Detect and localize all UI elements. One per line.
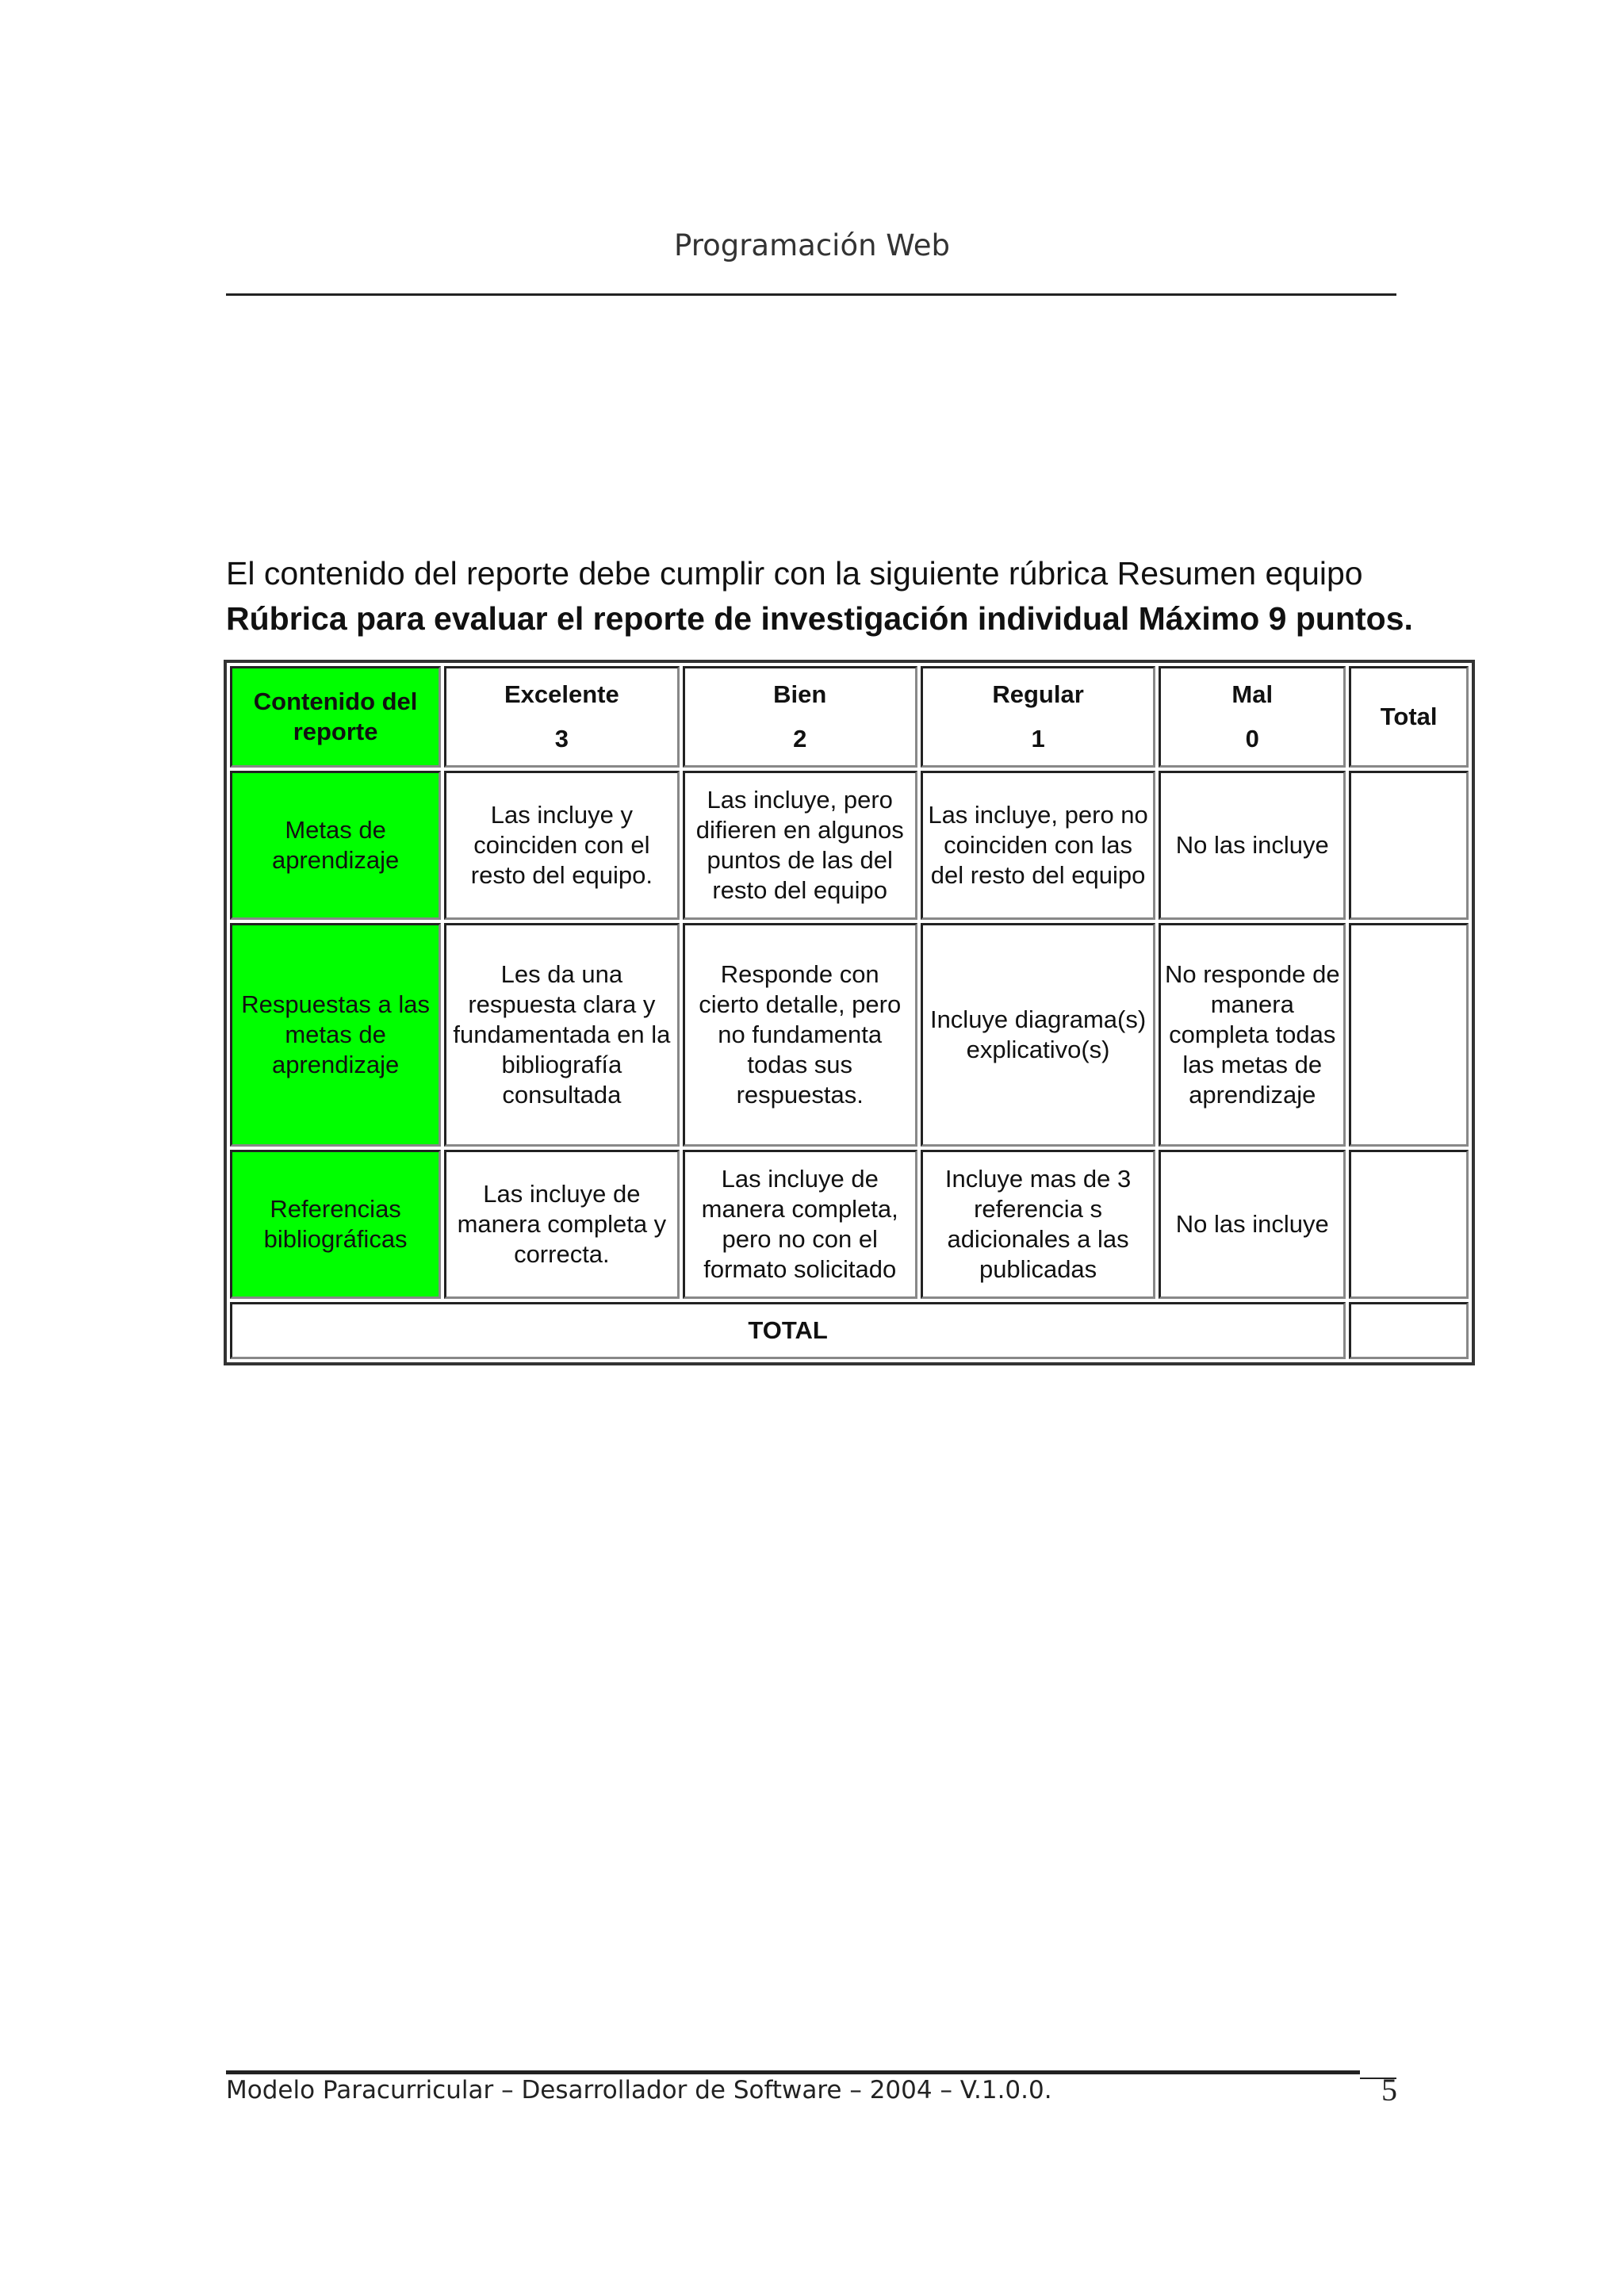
criterion-cell: Referencias bibliográficas	[230, 1150, 441, 1299]
rubric-cell: Las incluye, pero no coinciden con las del resto del equipo	[921, 771, 1155, 920]
criterion-cell: Metas de aprendizaje	[230, 771, 441, 920]
grand-total-row	[230, 1302, 1469, 1359]
page-number: 5	[1381, 2072, 1397, 2108]
footer-text: Modelo Paracurricular – Desarrollador de Software – 2004 – V.1.0.0.	[226, 2076, 1052, 2104]
rubric-cell: Les da una respuesta clara y fundamentada en la bibliografía consultada	[444, 923, 679, 1147]
rubric-cell: Incluye mas de 3 referencia s adicionales a las publicadas	[921, 1150, 1155, 1299]
corner-header: Contenido del reporte	[230, 666, 441, 768]
rubric-title: Rúbrica para evaluar el reporte de investigación individual Máximo 9 puntos.	[226, 600, 1413, 637]
level-header-mal	[1159, 666, 1346, 768]
rubric-cell: Incluye diagrama(s) explicativo(s)	[921, 923, 1155, 1147]
table-row	[230, 1150, 1469, 1299]
row-total-cell	[1349, 771, 1469, 920]
level-score: 2	[793, 725, 807, 753]
rubric-cell: Las incluye de manera completa, pero no con el formato solicitado	[683, 1150, 917, 1299]
rubric-cell: No las incluye	[1159, 771, 1346, 920]
level-name: Mal	[1231, 680, 1274, 708]
rubric-cell: Las incluye, pero difieren en algunos puntos de las del resto del equipo	[683, 771, 917, 920]
table-row	[230, 923, 1469, 1147]
row-total-cell	[1349, 1150, 1469, 1299]
footer-divider	[226, 2070, 1360, 2074]
level-header-excelente	[444, 666, 679, 768]
criterion-cell: Respuestas a las metas de aprendizaje	[230, 923, 441, 1147]
page-header-title: Programación Web	[674, 228, 950, 262]
table-row	[230, 771, 1469, 920]
level-header-bien	[683, 666, 917, 768]
rubric-cell: Responde con cierto detalle, pero no fundamenta todas sus respuestas.	[683, 923, 917, 1147]
level-name: Regular	[992, 680, 1084, 708]
intro-text: El contenido del reporte debe cumplir con la siguiente rúbrica Resumen equipo	[226, 555, 1363, 592]
grand-total-label: TOTAL	[230, 1302, 1346, 1359]
level-score: 1	[1031, 725, 1045, 753]
rubric-cell: Las incluye y coinciden con el resto del equipo.	[444, 771, 679, 920]
level-header-regular	[921, 666, 1155, 768]
level-score: 3	[554, 725, 569, 753]
row-total-cell	[1349, 923, 1469, 1147]
level-name: Excelente	[504, 680, 619, 708]
rubric-table	[224, 660, 1475, 1365]
level-name: Bien	[773, 680, 827, 708]
rubric-cell: No las incluye	[1159, 1150, 1346, 1299]
level-score: 0	[1245, 725, 1259, 753]
table-header-row	[230, 666, 1469, 768]
total-header: Total	[1349, 666, 1469, 768]
header-divider	[226, 293, 1396, 296]
rubric-cell: Las incluye de manera completa y correcta.	[444, 1150, 679, 1299]
rubric-cell: No responde de manera completa todas las metas de aprendizaje	[1159, 923, 1346, 1147]
grand-total-value	[1349, 1302, 1469, 1359]
